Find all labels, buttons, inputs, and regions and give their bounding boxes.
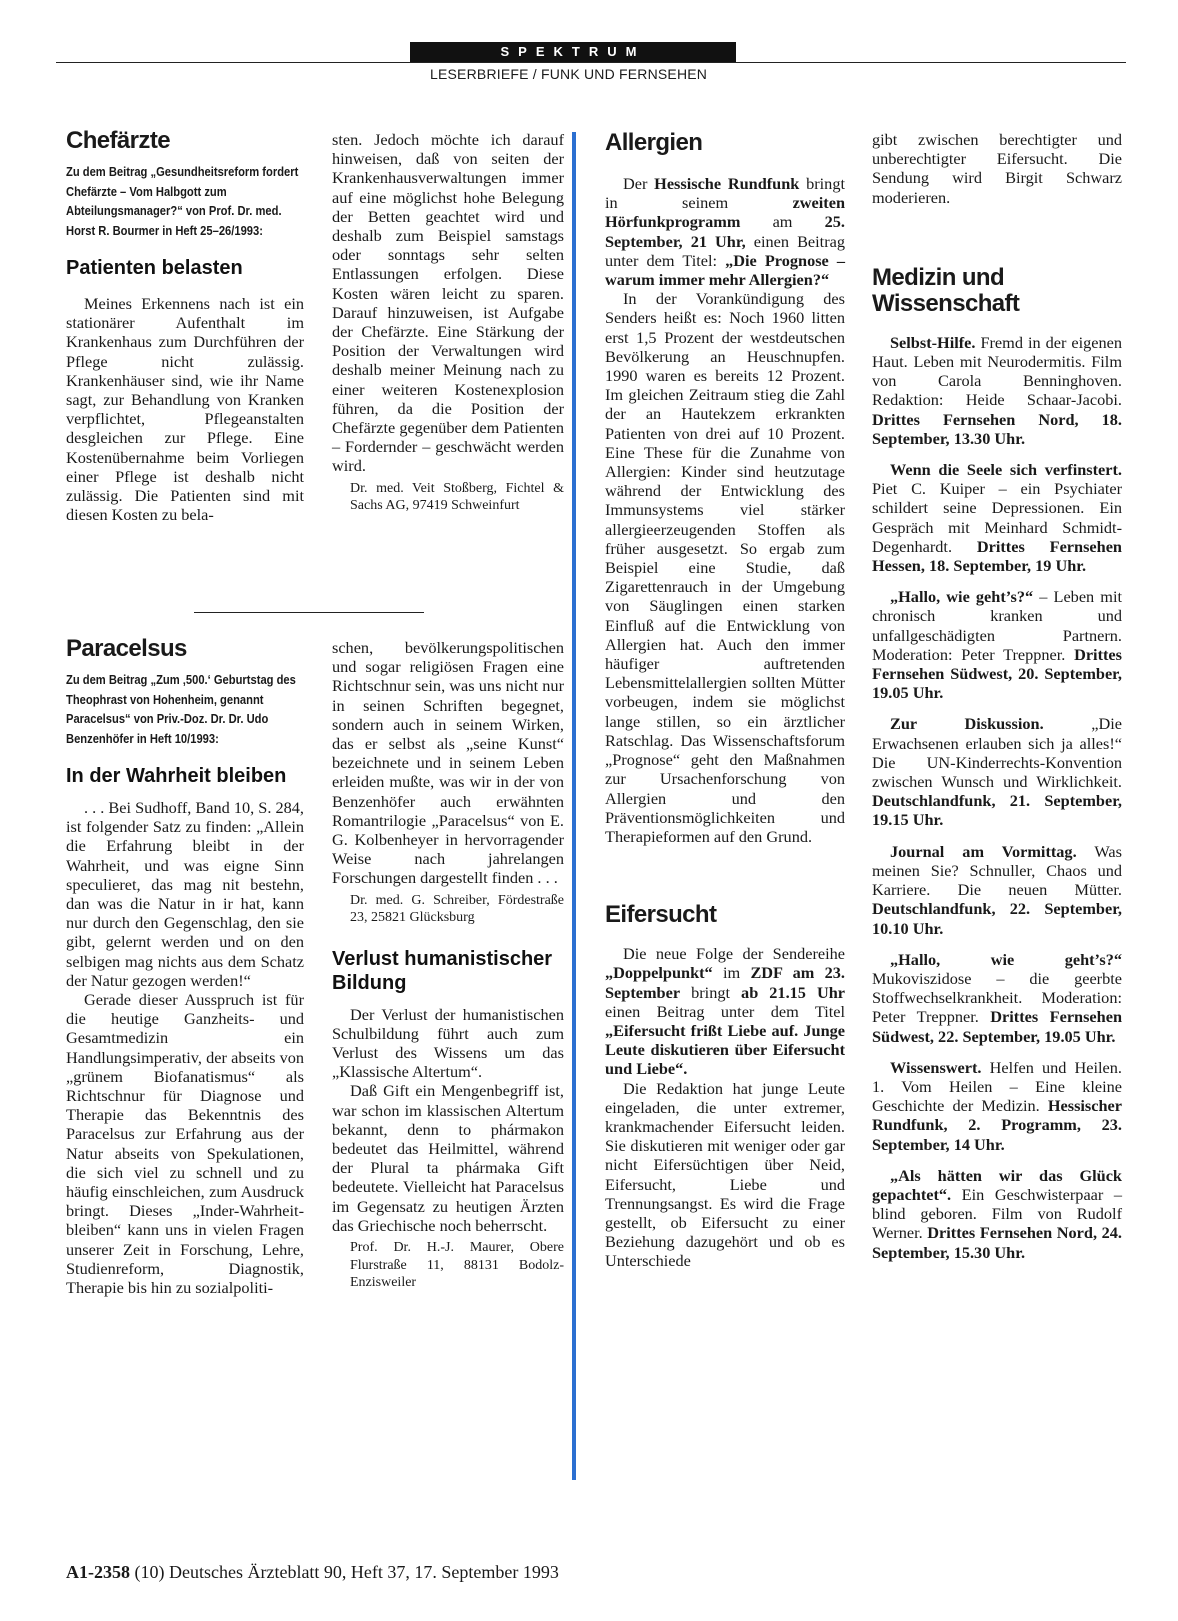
paracelsus-column-2 — [332, 638, 564, 1292]
program-entry — [872, 460, 1122, 575]
verlust-paragraph-1: Der Verlust der humanistischen Schulbildung führt auch zum Verlust des Wissens um das „Klassische Altertum“. — [332, 1004, 564, 1082]
eifersucht-series: „Doppelpunkt“ — [605, 963, 713, 983]
paracelsus-intro: Zu dem Beitrag „Zum ‚500.‘ Geburtstag des Theophrast von Hohenheim, genannt Paracelsus“ von Priv.-Doz. Dr. Dr. Udo Benzenhöfer in Heft 10/1993: — [66, 672, 296, 746]
chefaerzte-paragraph-1: Meines Erkennens nach ist ein stationärer Aufenthalt im Krankenhaus zum Durchführen der Pflege nicht zulässig. Krankenhäuser sind, wie ihr Name sagt, zur Behandlung von Kranken verpflichtet, Pflegeanstalten desgleichen zur Pflege. Eine Kostenübernahme beim Vorliegen einer Pflege ist deshalb nicht zulässig. Die Patienten sind mit diesen Kosten zu bela- — [66, 294, 304, 525]
eifersucht-paragraph-1 — [605, 944, 845, 1078]
program-entry-schedule: Drittes Fernsehen Nord, 24. September, 15.30 Uhr. — [872, 1223, 1123, 1262]
verlust-paragraph-2: Daß Gift ein Mengenbegriff ist, war schon im klassischen Altertum bekannt, denn to phármakon bedeutet das Heilmittel, während der Plural ta phármaka Gift bedeutete. Vielleicht hat Paracelsus im Gegensatz zu heutigen Ärzten das Griechische noch beherrscht. — [332, 1081, 564, 1235]
allergien-program: zweiten Hörfunkprogramm — [605, 193, 845, 232]
program-entry-schedule: Deutschlandfunk, 22. September, 10.10 Uhr. — [872, 899, 1122, 938]
paracelsus-paragraph-2: Gerade dieser Ausspruch ist für die heutige Ganzheits- und Gesamtmedizin ein Handlungsimperativ, der abseits von „grünem Biofanatismus“ als Richtschnur für Diagnose und Therapie das Bekenntnis des Paracelsus zur Erfahrung aus der Natur abseits von Spekulationen, die sich viel zu schnell und zu häufig einschleichen, zum Ausdruck bringt. Dieses „Inder-Wahrheit-bleiben“ kann uns in vielen Fragen unserer Zeit in Forschung, Lehre, Studienreform, Diagnostik, Therapie bis hin zu sozialpoliti- — [66, 990, 304, 1298]
program-entry-title: Zur Diskussion. — [890, 714, 1044, 734]
eifersucht-broadcast-title: „Eifersucht frißt Liebe auf. Junge Leute diskutieren über Eifersucht und Liebe“. — [605, 1020, 845, 1079]
eifersucht-text: bringt — [680, 982, 742, 1002]
footer-citation: (10) Deutsches Ärzteblatt 90, Heft 37, 17. September 1993 — [134, 1562, 559, 1582]
chefaerzte-body-2 — [332, 130, 564, 476]
program-entry — [872, 587, 1122, 702]
program-entry-title: Wissenswert. — [890, 1057, 982, 1077]
page-footer — [66, 1562, 559, 1583]
program-entry-title: Wenn die Seele sich verfinstert. — [890, 460, 1122, 480]
allergien-text: einen Beitrag unter dem Titel: — [605, 231, 845, 270]
eifersucht-continued — [872, 130, 1122, 207]
allergien-body — [605, 174, 845, 846]
program-entry-schedule: Drittes Fernsehen Nord, 18. September, 13.30 Uhr. — [872, 409, 1122, 448]
eifersucht-paragraph-3: gibt zwischen berechtigter und unberechtigter Eifersucht. Die Sendung wird Birgit Schwarz moderieren. — [872, 130, 1122, 207]
chefaerzte-column-1 — [66, 128, 304, 524]
eifersucht-paragraph-2: Die Redaktion hat junge Leute eingeladen, die unter extremer, krankmachender Eifersucht leiden. Sie diskutieren mit weniger oder gar nicht Eifersüchtigen über Neid, Eifersucht, Liebe und Trennungsangst. Es wird die Frage gestellt, ob Eifersucht zu einer Beziehung dazugehört und ob es Unterschiede — [605, 1078, 845, 1271]
header-rule — [56, 62, 1126, 63]
program-entry — [872, 333, 1122, 448]
paracelsus-body-2 — [332, 638, 564, 888]
chefaerzte-subhead: Patienten belasten — [66, 257, 243, 279]
page-number: A1-2358 — [66, 1562, 130, 1582]
allergien-paragraph-2: In der Vorankündigung des Senders heißt es: Noch 1960 litten erst 1,5 Prozent der westdeutschen Bevölkerung an Heuschnupfen. 1990 waren es bereits 12 Prozent. Im gleichen Zeitraum stieg die Zahl der an Hautekzem erkrankten Patienten von drei auf 10 Prozent. Eine These für die Zunahme von Allergien: Kinder sind heutzutage während der Entwicklung des Immunsystems viel stärker allergieerzeugenden Stoffen als früher ausgesetzt. So ergab zum Beispiel eine Studie, daß Zigarettenrauch in der Umgebung von Säuglingen einen starken Einfluß auf die Entwicklung von Allergien hat. Auch den immer häufiger auftretenden Lebensmittelallergien sollten Mütter vorbeugen, indem sie möglichst lange stillen, so ein ärztlicher Ratschlag. Das Wissenschaftsforum „Prognose“ geht den Maßnahmen zur Ursachenforschung von Allergien und den Präventionsmöglichkeiten und Therapieformen auf den Grund. — [605, 289, 845, 846]
allergien-text: Der — [623, 174, 655, 193]
program-entry-title: Journal am Vormittag. — [890, 841, 1077, 861]
section-subtitle: LESERBRIEFE / FUNK UND FERNSEHEN — [430, 66, 708, 82]
program-entry-description: Piet C. Kuiper – ein Psychiater schildert seine Depressionen. Ein Gespräch mit Meinhard Schmidt-Degenhardt. — [872, 479, 1122, 556]
program-entry-schedule: Drittes Fernsehen Südwest, 22. September, 19.05 Uhr. — [872, 1007, 1122, 1046]
paracelsus-subhead: In der Wahrheit bleiben — [66, 765, 287, 787]
paracelsus-paragraph-1: . . . Bei Sudhoff, Band 10, S. 284, ist folgender Satz zu finden: „Allein die Erfahrung bleibt in der Wahrheit, und was eigne Sinn speculieret, das mag nit bestehn, dan was die Natur in ir hat, kann nur durch den Gegenschlag, den sie gibt, gelernt werden und on den selbigen mag nichts aus dem Schatz der Natur gezogen werden!“ — [66, 798, 304, 990]
radio-tv-column — [605, 130, 845, 1271]
program-entry-description: Helfen und Heilen. 1. Vom Heilen – Eine kleine Geschichte der Medizin. — [872, 1057, 1122, 1116]
program-entry-description: Fremd in der eigenen Haut. Leben mit Neurodermitis. Film von Carola Benninghoven. Redaktion: Heide Schaar-Jacobi. — [872, 332, 1122, 410]
program-entry — [872, 1166, 1122, 1262]
verlust-body — [332, 1005, 564, 1235]
medizin-column — [872, 130, 1122, 1274]
program-entry-description: „Die Erwachsenen erlauben sich ja alles!“ Die UN-Kinderrechts-Konvention zwischen Wunsch und Wirklichkeit. — [872, 714, 1122, 792]
medizin-title: Medizin und Wissenschaft — [872, 263, 1020, 317]
verlust-subhead: Verlust humanistischer Bildung — [332, 947, 553, 994]
section-banner: SPEKTRUM — [410, 42, 736, 62]
program-entry-title: „Hallo, wie geht’s?“ — [890, 949, 1122, 969]
program-entry-description: Mukoviszidose – die geerbte Stoffwechselkrankheit. Moderation: Peter Treppner. — [872, 968, 1122, 1027]
chefaerzte-signature: Dr. med. Veit Stoßberg, Fichtel & Sachs AG, 97419 Schweinfurt — [350, 480, 564, 514]
program-entry-title: Selbst-Hilfe. — [890, 332, 976, 352]
allergien-text: bringt in seinem — [605, 174, 845, 213]
allergien-text: am — [740, 212, 825, 232]
eifersucht-text: Die neue Folge der Sendereihe — [623, 944, 845, 964]
program-entry-title: „Hallo, wie geht’s?“ — [890, 587, 1034, 607]
program-entry-schedule: Deutschlandfunk, 21. September, 19.15 Uhr. — [872, 791, 1122, 830]
verlust-signature: Prof. Dr. H.-J. Maurer, Obere Flurstraße 11, 88131 Bodolz-Enzisweiler — [350, 1240, 564, 1291]
chefaerzte-title: Chefärzte — [66, 127, 170, 154]
program-entry — [872, 950, 1122, 1046]
program-entry — [872, 842, 1122, 938]
eifersucht-title: Eifersucht — [605, 901, 717, 929]
program-entry-schedule: Drittes Fernsehen Südwest, 20. September, 19.05 Uhr. — [872, 644, 1122, 703]
paracelsus-title: Paracelsus — [66, 635, 187, 662]
eifersucht-text: im — [712, 963, 751, 983]
allergien-broadcast-title: „Die Prognose – warum immer mehr Allergien?“ — [605, 250, 845, 290]
allergien-title: Allergien — [605, 129, 703, 156]
allergien-broadcaster: Hessische Rundfunk — [654, 174, 800, 193]
eifersucht-time: ab 21.15 Uhr — [741, 982, 846, 1002]
medizin-entries — [872, 333, 1122, 1262]
paracelsus-signature: Dr. med. G. Schreiber, Fördestraße 23, 25821 Glücksburg — [350, 892, 564, 926]
chefaerzte-body-1 — [66, 294, 304, 524]
eifersucht-body — [605, 944, 845, 1270]
program-entry-description: – Leben mit chronisch kranken und unfallgeschädigten Partnern. Moderation: Peter Treppner. — [872, 587, 1122, 664]
chefaerzte-intro: Zu dem Beitrag „Gesundheitsreform fordert Chefärzte – Vom Halbgott zum Abteilungsmanager?“ von Prof. Dr. med. Horst R. Bourmer in Heft 25–26/1993: — [66, 164, 299, 238]
column-accent-bar — [572, 132, 576, 1480]
chefaerzte-paragraph-2: sten. Jedoch möchte ich darauf hinweisen, daß von seiten der Krankenhausverwaltungen immer auf eine möglichst hohe Belegung der Betten geachtet wird und deshalb zum Beispiel samstags oder sonntags sehr selten Entlassungen erfolgen. Diese Kosten wären leicht zu sparen. Darauf hinzuweisen, ist Aufgabe der Chefärzte. Eine Stärkung der Position der Verwaltungen wird deshalb meiner Meinung nach zu einer weiteren Kostenexplosion führen, da die Position der Chefärzte gegenüber dem Patienten – Fordernder – geschwächt werden wird. — [332, 130, 564, 476]
allergien-date: 25. September, 21 Uhr, — [605, 212, 845, 251]
eifersucht-date: ZDF am 23. September — [605, 963, 845, 1002]
paracelsus-body-1 — [66, 798, 304, 1297]
program-entry-description: Ein Geschwisterpaar – blind geboren. Film von Rudolf Werner. — [872, 1184, 1122, 1243]
program-entry-schedule: Hessischer Rundfunk, 2. Programm, 23. September, 14 Uhr. — [872, 1096, 1122, 1154]
allergien-paragraph-1 — [605, 174, 845, 289]
program-entry-description: Was meinen Sie? Schnuller, Chaos und Karriere. Die neuen Mütter. — [872, 841, 1122, 900]
eifersucht-text: einen Beitrag unter dem Titel — [605, 1001, 845, 1021]
chefaerzte-column-2 — [332, 130, 564, 515]
paracelsus-column-1 — [66, 636, 304, 1297]
paracelsus-paragraph-3: schen, bevölkerungspolitischen und sogar religiösen Fragen eine Richtschnur sein, was uns nicht nur in seinen Schriften begegnet, sondern auch in seinem Wirken, das er selbst als „seine Kunst“ bezeichnete und in seinem Leben erleiden mußte, was wir in der von Benzenhöfer auch erwähnten Romantrilogie „Paracelsus“ von E. G. Kolbenheyer in hervorragender Weise nach jahrelangen Forschungen dargestellt finden . . . — [332, 638, 564, 888]
program-entry — [872, 714, 1122, 829]
article-divider — [194, 612, 424, 613]
program-entry-title: „Als hätten wir das Glück gepachtet“. — [872, 1165, 1122, 1204]
program-entry-schedule: Drittes Fernsehen Hessen, 18. September, 19 Uhr. — [872, 536, 1122, 576]
program-entry — [872, 1058, 1122, 1154]
